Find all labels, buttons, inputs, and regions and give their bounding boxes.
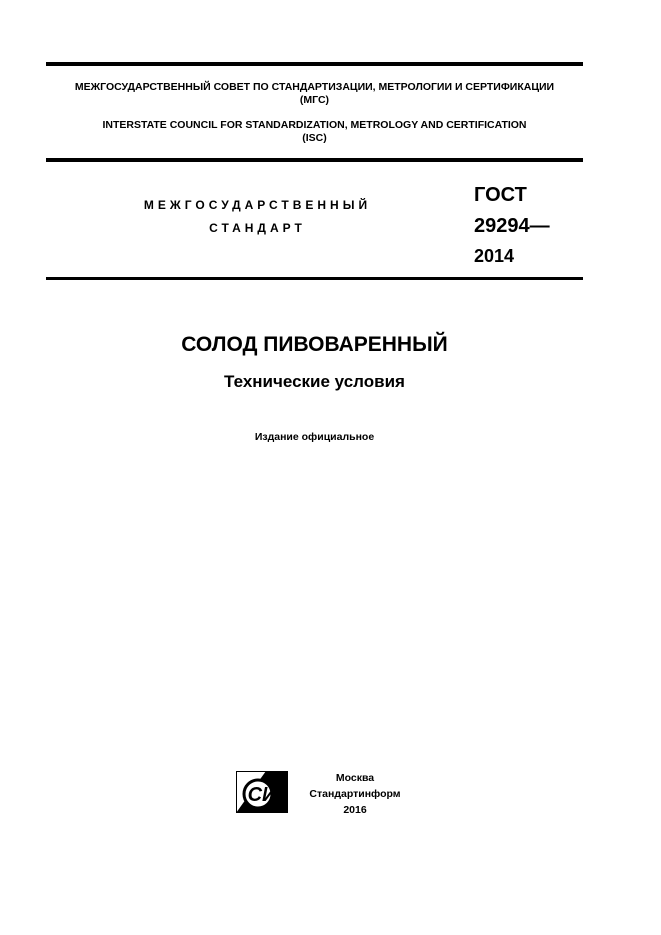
gost-number: 29294— [474, 215, 550, 237]
standartinform-logo-icon [236, 771, 288, 813]
standard-kind-line2: СТАНДАРТ [209, 221, 306, 235]
middle-rule [46, 158, 583, 162]
council-en-abbr: (ISC) [302, 132, 327, 144]
publisher-imprint [300, 770, 410, 818]
top-rule [46, 62, 583, 66]
svg-text:СИ: СИ [247, 784, 277, 806]
standard-kind-line1: МЕЖГОСУДАРСТВЕННЫЙ [143, 198, 372, 212]
gost-designation [474, 180, 574, 268]
council-en-text: INTERSTATE COUNCIL FOR STANDARDIZATION, METROLOGY AND CERTIFICATION [102, 119, 527, 131]
council-ru-text: МЕЖГОСУДАРСТВЕННЫЙ СОВЕТ ПО СТАНДАРТИЗАЦИИ, МЕТРОЛОГИИ И СЕРТИФИКАЦИИ [74, 81, 555, 93]
bottom-rule [46, 277, 583, 280]
gost-label: ГОСТ [474, 184, 527, 206]
council-ru-abbr: (МГС) [299, 94, 330, 106]
document-title: СОЛОД ПИВОВАРЕННЫЙ [181, 333, 448, 356]
council-name-en [46, 119, 583, 145]
gost-year: 2014 [474, 246, 515, 266]
edition-note: Издание официальное [254, 431, 375, 443]
publisher-city: Москва [335, 772, 375, 784]
publisher-name: Стандартинформ [309, 788, 401, 800]
council-name-ru [46, 81, 583, 107]
publisher-year: 2016 [343, 804, 367, 816]
document-subtitle: Технические условия [224, 372, 405, 391]
